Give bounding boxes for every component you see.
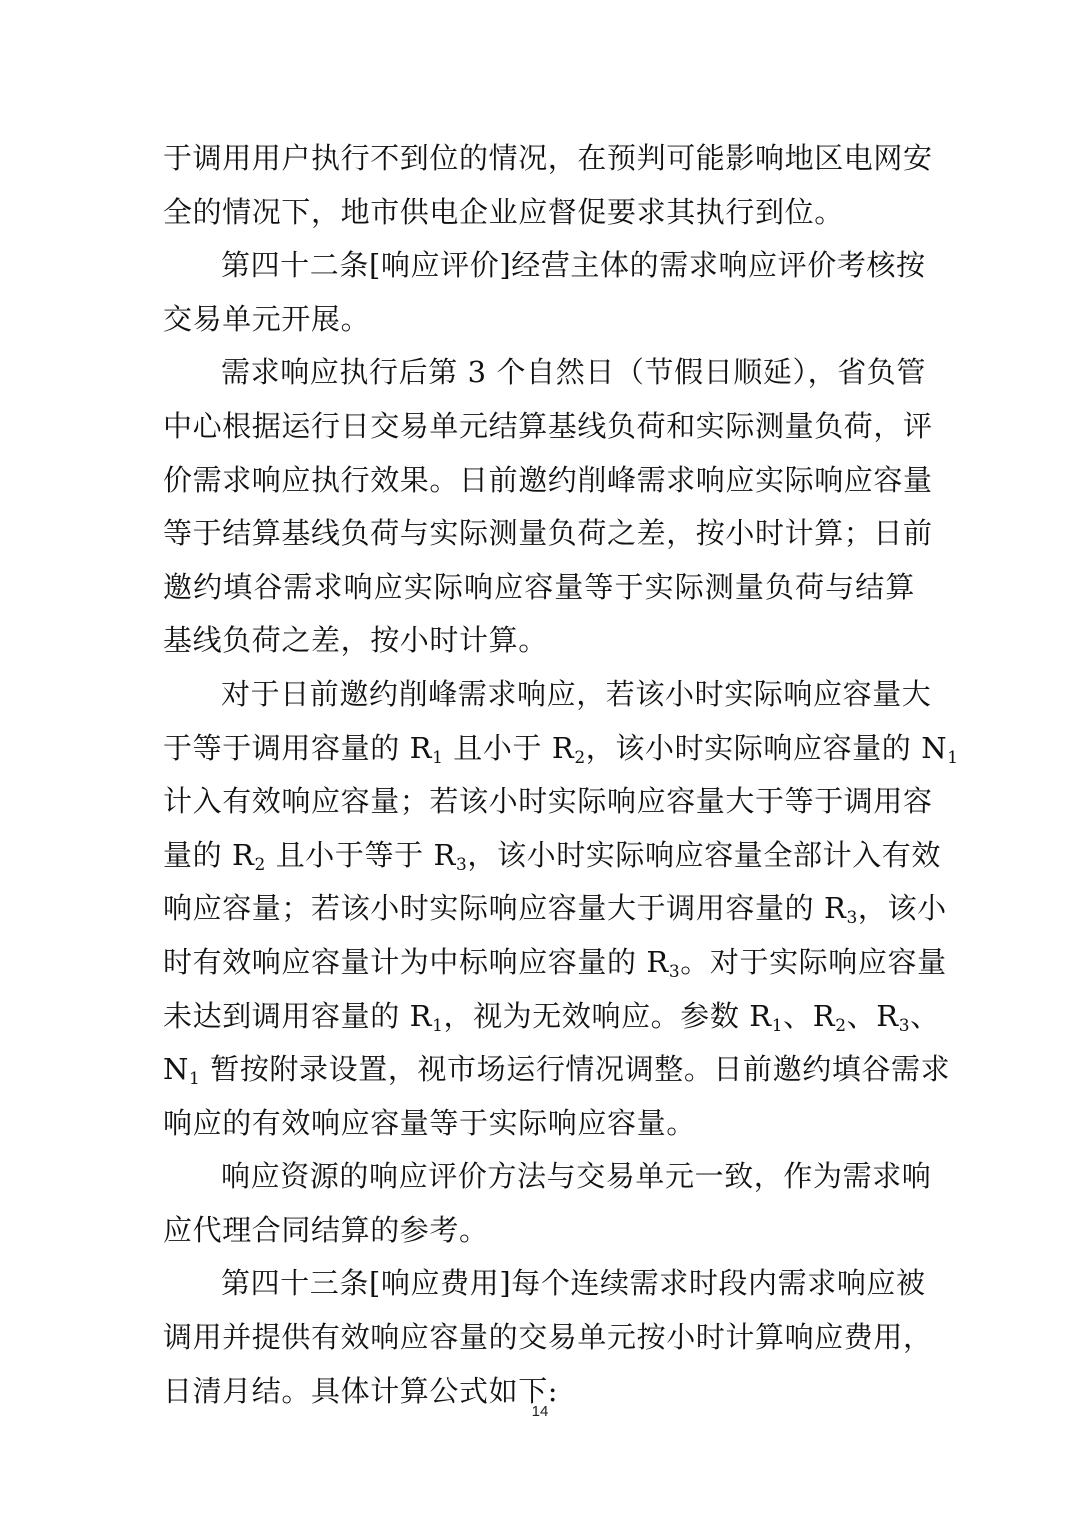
text-line: 计入有效响应容量；若该小时实际响应容量大于等于调用容 — [163, 784, 933, 819]
text-line: 于调用用户执行不到位的情况，在预判可能影响地区电网安 — [163, 141, 933, 175]
text-line: 交易单元开展。 — [163, 301, 371, 336]
text-line: 邀约填谷需求响应实际响应容量等于实际测量负荷与结算 — [163, 569, 915, 604]
text-line: 日清月结。具体计算公式如下: — [163, 1373, 559, 1408]
article-43-heading-line: 第四十三条[响应费用]每个连续需求时段内需求响应被 — [221, 1266, 926, 1301]
text-line-with-subscripts: 量的 $R_2$ 且小于等于 $R_3$，该小时实际响应容量全部计入有效 — [163, 837, 941, 875]
text-line-with-subscripts: 时有效响应容量计为中标响应容量的 $R_3$。对于实际响应容量 — [163, 944, 947, 982]
article-42-heading-line: 第四十二条[响应评价]经营主体的需求响应评价考核按 — [221, 248, 926, 283]
text-line: 价需求响应执行效果。日前邀约削峰需求响应实际响应容量 — [163, 462, 933, 497]
text-line: 响应资源的响应评价方法与交易单元一致，作为需求响 — [221, 1159, 932, 1194]
text-line: 应代理合同结算的参考。 — [163, 1212, 489, 1247]
text-line: 全的情况下，地市供电企业应督促要求其执行到位。 — [163, 194, 844, 229]
text-line-with-subscripts: $N_1$ 暂按附录设置，视市场运行情况调整。日前邀约填谷需求 — [163, 1052, 951, 1090]
text-line: 响应的有效响应容量等于实际响应容量。 — [163, 1105, 696, 1140]
text-line-with-subscripts: 未达到调用容量的 $R_1$，视为无效响应。参数 $R_1$、$R_2$、$R_3$、 — [163, 998, 940, 1036]
text-line: 中心根据运行日交易单元结算基线负荷和实际测量负荷，评 — [163, 408, 933, 443]
page-number: 14 — [531, 1403, 549, 1420]
text-line: 对于日前邀约削峰需求响应，若该小时实际响应容量大 — [221, 676, 932, 711]
text-line-with-subscripts: 响应容量；若该小时实际响应容量大于调用容量的 $R_3$，该小 — [163, 891, 947, 929]
text-line: 基线负荷之差，按小时计算。 — [163, 623, 548, 658]
text-line: 需求响应执行后第 3 个自然日（节假日顺延），省负管 — [221, 355, 926, 390]
text-line: 调用并提供有效响应容量的交易单元按小时计算响应费用， — [163, 1320, 933, 1355]
text-line: 等于结算基线负荷与实际测量负荷之差，按小时计算；日前 — [163, 516, 933, 551]
document-body — [163, 132, 959, 1418]
text-line-with-subscripts: 于等于调用容量的 $R_1$ 且小于 $R_2$，该小时实际响应容量的 $N_1$ — [163, 730, 959, 768]
